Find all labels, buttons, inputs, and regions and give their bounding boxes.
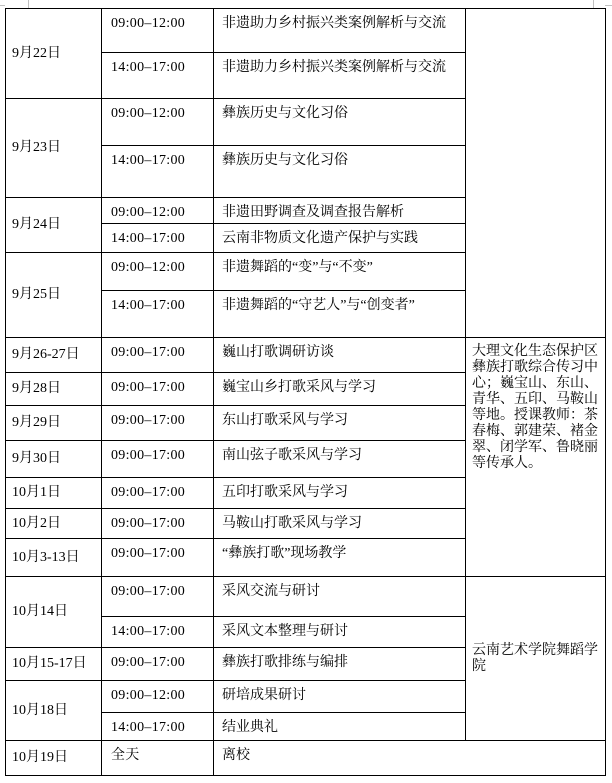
date-cell: 10月3-13日 xyxy=(6,539,102,577)
time-cell: 09:00–17:00 xyxy=(102,478,214,509)
course-cell: 非遗助力乡村振兴类案例解析与交流 xyxy=(214,53,466,99)
gridline-tick xyxy=(593,0,594,8)
time-cell: 09:00–17:00 xyxy=(102,441,214,478)
time-cell: 09:00–17:00 xyxy=(102,373,214,406)
time-cell: 14:00–17:00 xyxy=(102,291,214,338)
time-cell: 14:00–17:00 xyxy=(102,146,214,198)
table-row xyxy=(6,338,606,373)
schedule-table xyxy=(5,8,606,776)
course-cell: 彝族打歌排练与编排 xyxy=(214,648,466,681)
course-cell: 巍宝山乡打歌采风与学习 xyxy=(214,373,466,406)
time-cell: 09:00–17:00 xyxy=(102,539,214,577)
date-cell: 9月30日 xyxy=(6,441,102,478)
time-cell: 09:00–12:00 xyxy=(102,253,214,291)
time-cell: 14:00–17:00 xyxy=(102,53,214,99)
date-cell: 10月2日 xyxy=(6,509,102,539)
page-edge-line xyxy=(605,5,612,6)
date-cell: 9月26-27日 xyxy=(6,338,102,373)
time-cell: 09:00–12:00 xyxy=(102,9,214,53)
date-cell: 10月19日 xyxy=(6,741,102,776)
course-cell: 采风文本整理与研讨 xyxy=(214,617,466,648)
gridline-tick xyxy=(28,0,29,8)
course-cell: 非遗助力乡村振兴类案例解析与交流 xyxy=(214,9,466,53)
course-cell: 东山打歌采风与学习 xyxy=(214,406,466,441)
time-cell: 14:00–17:00 xyxy=(102,617,214,648)
time-cell: 09:00–17:00 xyxy=(102,406,214,441)
date-cell: 9月22日 xyxy=(6,9,102,99)
course-cell: 巍山打歌调研访谈 xyxy=(214,338,466,373)
time-cell: 14:00–17:00 xyxy=(102,224,214,253)
location-cell: 大理文化生态保护区彝族打歌综合传习中心；巍宝山、东山、青华、五印、马鞍山等地。授课教师：茶春梅、郭建荣、褚金翠、闭学军、鲁晓丽等传承人。 xyxy=(466,338,606,577)
time-cell: 09:00–17:00 xyxy=(102,509,214,539)
course-cell: 结业典礼 xyxy=(214,713,466,741)
course-cell: 马鞍山打歌采风与学习 xyxy=(214,509,466,539)
course-cell: 云南非物质文化遗产保护与实践 xyxy=(214,224,466,253)
time-cell: 09:00–12:00 xyxy=(102,681,214,713)
date-cell: 10月14日 xyxy=(6,577,102,648)
course-cell: 研培成果研讨 xyxy=(214,681,466,713)
course-cell: 非遗舞蹈的“变”与“不变” xyxy=(214,253,466,291)
location-cell: 云南艺术学院舞蹈学院 xyxy=(466,577,606,741)
table-row xyxy=(6,9,606,53)
course-cell: 离校 xyxy=(214,741,606,776)
page-edge-line xyxy=(0,5,5,6)
table-row xyxy=(6,577,606,617)
date-cell: 10月18日 xyxy=(6,681,102,741)
course-cell: 五印打歌采风与学习 xyxy=(214,478,466,509)
course-cell: 彝族历史与文化习俗 xyxy=(214,146,466,198)
date-cell: 9月28日 xyxy=(6,373,102,406)
date-cell: 9月23日 xyxy=(6,99,102,198)
course-cell: 非遗田野调查及调查报告解析 xyxy=(214,198,466,224)
date-cell: 10月15-17日 xyxy=(6,648,102,681)
time-cell: 09:00–12:00 xyxy=(102,198,214,224)
course-cell: 彝族历史与文化习俗 xyxy=(214,99,466,146)
date-cell: 9月29日 xyxy=(6,406,102,441)
course-cell: 非遗舞蹈的“守艺人”与“创变者” xyxy=(214,291,466,338)
table-row xyxy=(6,741,606,776)
course-cell: 南山弦子歌采风与学习 xyxy=(214,441,466,478)
course-cell: “彝族打歌”现场教学 xyxy=(214,539,466,577)
course-cell: 采风交流与研讨 xyxy=(214,577,466,617)
time-cell: 14:00–17:00 xyxy=(102,713,214,741)
location-cell xyxy=(466,9,606,338)
time-cell: 09:00–17:00 xyxy=(102,338,214,373)
date-cell: 9月24日 xyxy=(6,198,102,253)
date-cell: 9月25日 xyxy=(6,253,102,338)
date-cell: 10月1日 xyxy=(6,478,102,509)
time-cell: 09:00–17:00 xyxy=(102,648,214,681)
time-cell: 09:00–17:00 xyxy=(102,577,214,617)
time-cell: 09:00–12:00 xyxy=(102,99,214,146)
time-cell: 全天 xyxy=(102,741,214,776)
